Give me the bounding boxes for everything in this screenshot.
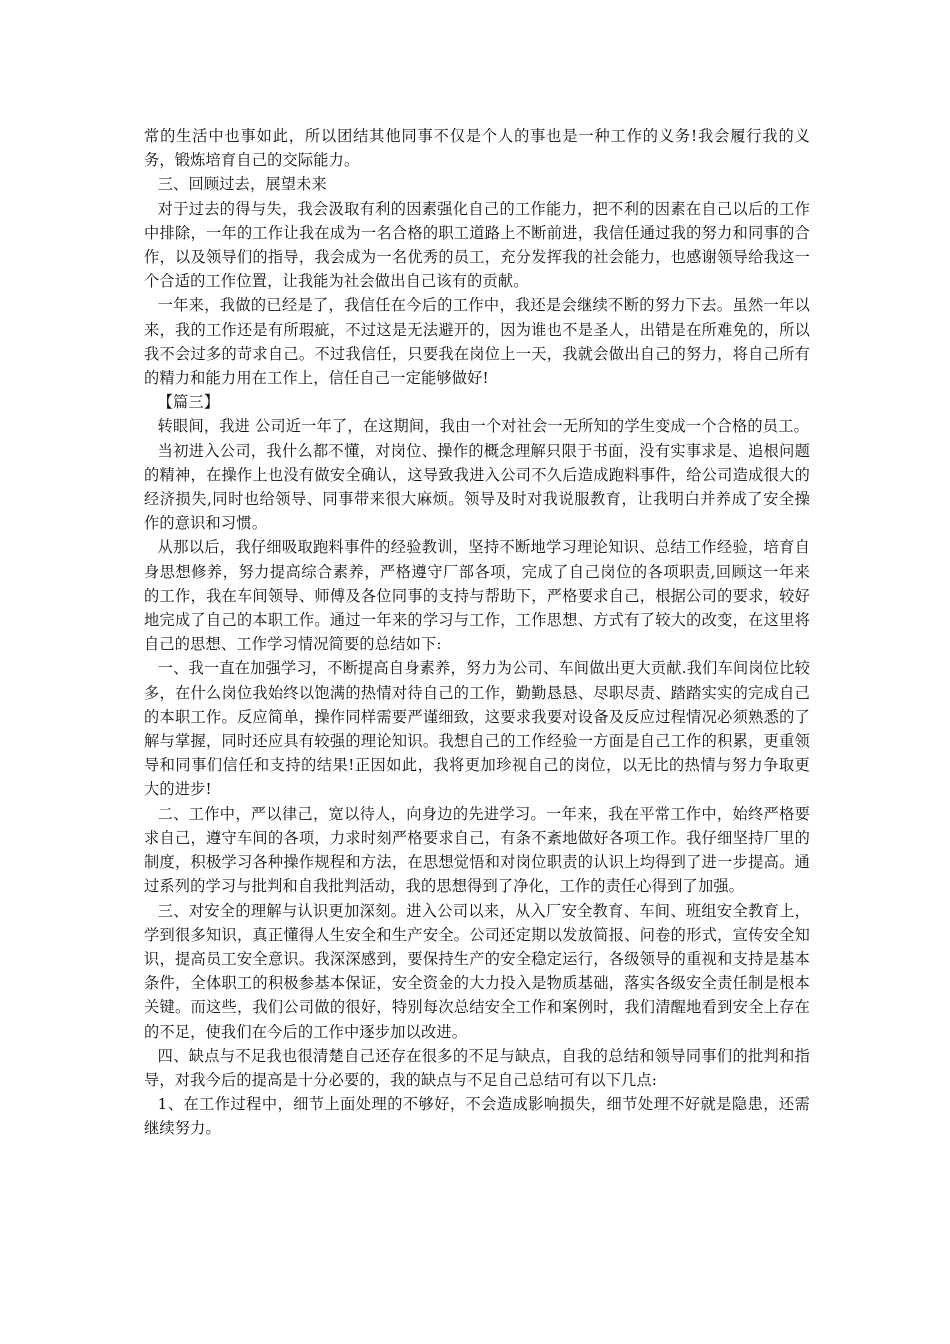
paragraph-point-one-learning: 一、我一直在加强学习，不断提高自身素养，努力为公司、车间做出更大贡献.我们车间岗位比较多，在什么岗位我始终以饱满的热情对待自己的工作，勤勤恳恳、尽职尽责、踏踏实实的完成自己的本职工作。反应简单，操作同样需要严谨细致，这要求我要对设备及反应过程情况必须熟悉的了解与掌握，同时还应具有较强的理论知识。我想自己的工作经验一方面是自己工作的积累，更重领导和同事们信任和支持的结果!正因如此，我将更加珍视自己的岗位，以无比的热情与努力争取更大的进步! bbox=[144, 659, 810, 799]
paragraph-year-summary: 一年来，我做的已经是了，我信任在今后的工作中，我还是会继续不断的努力下去。虽然一年以来，我的工作还是有所瑕疵，不过这是无法避开的，因为谁也不是圣人，出错是在所难免的，所以我不会过多的苛求自己。不过我信任，只要我在岗位上一天，我就会做出自己的努力，将自己所有的精力和能力用在工作上，信任自己一定能够做好! bbox=[144, 296, 810, 388]
document-body bbox=[144, 124, 810, 1141]
part-heading-three: 【篇三】 bbox=[157, 393, 220, 412]
paragraph-point-two-discipline: 二、工作中，严以律己，宽以待人，向身边的先进学习。一年来，我在平常工作中，始终严格要求自己，遵守车间的各项，力求时刻严格要求自己，有条不紊地做好各项工作。我仔细坚持厂里的制度，积极学习各种操作规程和方法，在思想觉悟和对岗位职责的认识上均得到了进一步提高。通过系列的学习与批判和自我批判活动，我的思想得到了净化，工作的责任心得到了加强。 bbox=[144, 804, 810, 896]
paragraph-joining-company: 当初进入公司，我什么都不懂，对岗位、操作的概念理解只限于书面，没有实事求是、追根问题的精神，在操作上也没有做安全确认，这导致我进入公司不久后造成跑料事件，给公司造成很大的经济损失,同时也给领导、同事带来很大麻烦。领导及时对我说服教育，让我明白并养成了安全操作的意识和习惯。 bbox=[144, 441, 810, 533]
paragraph-review-gains-losses: 对于过去的得与失，我会汲取有利的因素强化自己的工作能力，把不利的因素在自己以后的工作中排除，一年的工作让我在成为一名合格的职工道路上不断前进，我信任通过我的努力和同事的合作，以及领导们的指导，我会成为一名优秀的员工，充分发挥我的社会能力，也感谢领导给我这一个合适的工作位置，让我能为社会做出自己该有的贡献。 bbox=[144, 199, 810, 291]
section-heading-review: 三、回顾过去，展望未来 bbox=[157, 175, 327, 194]
paragraph-point-four-shortcomings: 四、缺点与不足我也很清楚自己还存在很多的不足与缺点，自我的总结和领导同事们的批判和指导，对我今后的提高是十分必要的，我的缺点与不足自己总结可有以下几点: bbox=[144, 1046, 810, 1089]
paragraph-shortcoming-one: 1、在工作过程中，细节上面处理的不够好，不会造成影响损失，细节处理不好就是隐患，还需继续努力。 bbox=[144, 1095, 810, 1138]
paragraph-lessons-learned: 从那以后，我仔细吸取跑料事件的经验教训，坚持不断地学习理论知识、总结工作经验，培育自身思想修养，努力提高综合素养，严格遵守厂部各项，完成了自己岗位的各项职责,回顾这一年来的工作，我在车间领导、师傅及各位同事的支持与帮助下，严格要求自己，根据公司的要求，较好地完成了自己的本职工作。通过一年来的学习与工作，工作思想、方式有了较大的改变，在这里将自己的思想、工作学习情况简要的总结如下: bbox=[144, 538, 810, 654]
paragraph-point-three-safety: 三、对安全的理解与认识更加深刻。进入公司以来，从入厂安全教育、车间、班组安全教育上，学到很多知识，真正懂得人生安全和生产安全。公司还定期以发放简报、问卷的形式，宣传安全知识，提高员工安全意识。我深深感到，要保持生产的安全稳定运行，各级领导的重视和支持是基本条件，全体职工的积极参基本保证，安全资金的大力投入是物质基础，落实各级安全责任制是根本关键。而这些，我们公司做的很好，特别每次总结安全工作和案例时，我们清醒地看到安全上存在的不足，使我们在今后的工作中逐步加以改进。 bbox=[144, 901, 810, 1041]
paragraph-intro: 转眼间，我进 公司近一年了，在这期间，我由一个对社会一无所知的学生变成一个合格的员工。 bbox=[157, 417, 809, 436]
paragraph-continuation: 常的生活中也事如此，所以团结其他同事不仅是个人的事也是一种工作的义务!我会履行我的义务，锻炼培育自己的交际能力。 bbox=[144, 127, 810, 170]
